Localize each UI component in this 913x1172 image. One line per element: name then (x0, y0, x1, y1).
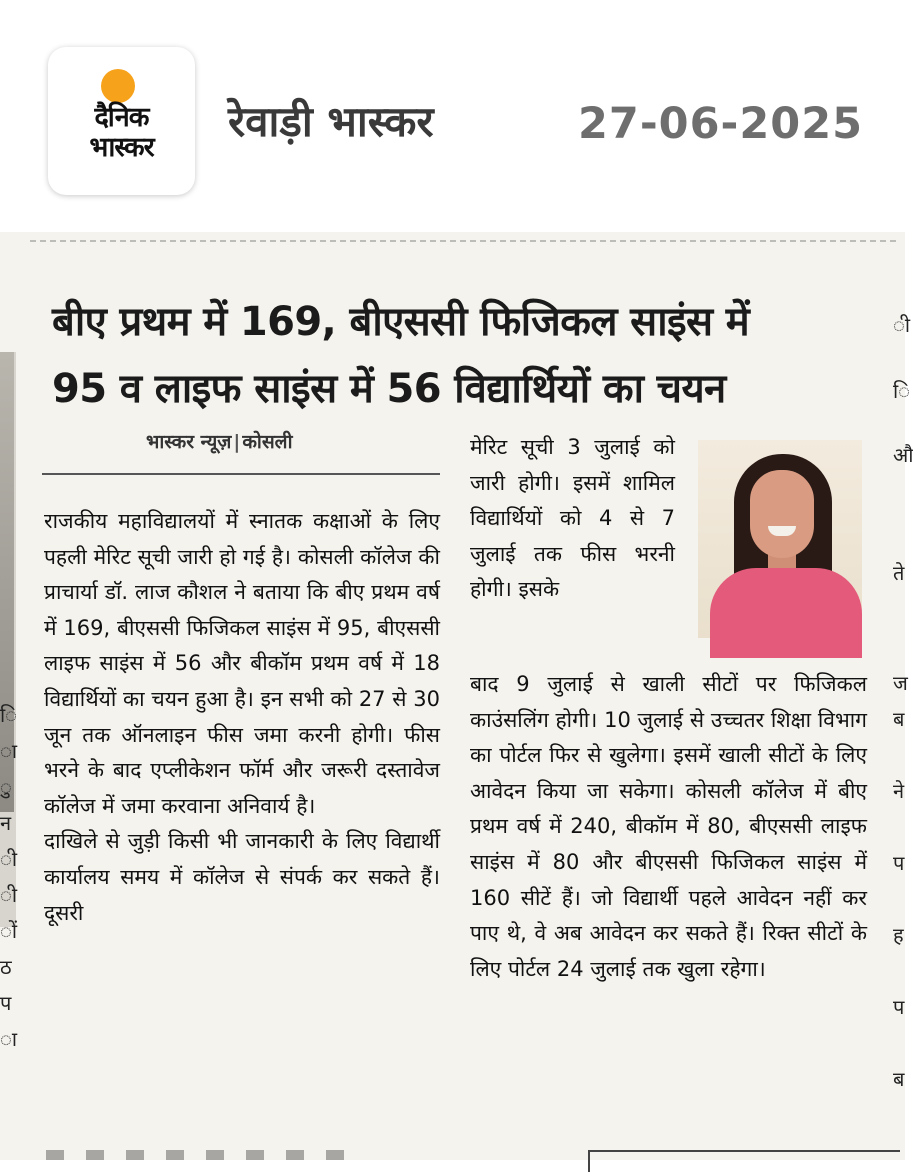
left-fragment: ों (0, 919, 18, 943)
byline-source: भास्कर न्यूज़ (146, 431, 232, 453)
paragraph: दाखिले से जुड़ी किसी भी जानकारी के लिए विद्यार्थी कार्यालय समय में कॉलेज से संपर्क कर सकते हैं। दूसरी (44, 829, 440, 925)
right-fragment: ब (893, 1067, 905, 1091)
left-fragment: ी (0, 883, 18, 907)
article-byline (146, 428, 293, 456)
logo-text-line2: भास्कर (89, 132, 154, 163)
byline-separator: | (233, 431, 241, 453)
article-column-2-bottom (470, 667, 867, 987)
next-article-box (588, 1150, 900, 1172)
right-fragment: ज (893, 671, 908, 695)
left-fragment: ा (0, 739, 18, 763)
article-headline-line2: 95 व लाइफ साइंस में 56 विद्यार्थियों का चयन (52, 366, 726, 412)
right-fragment: प (893, 851, 905, 875)
article-headline-line1: बीए प्रथम में 169, बीएससी फिजिकल साइंस में (52, 299, 750, 345)
right-fragment: ह (893, 923, 904, 947)
left-fragment: ी (0, 847, 18, 871)
logo-text-line1: दैनिक (94, 102, 149, 133)
left-fragment: ु (0, 775, 12, 799)
byline-place: कोसली (242, 431, 293, 453)
top-rule (30, 240, 900, 242)
principal-photo (698, 440, 862, 638)
edition-name: रेवाड़ी भास्कर (228, 97, 434, 146)
right-fragment: ब (893, 707, 905, 731)
next-article-fragment (46, 1150, 346, 1160)
left-fragment: प (0, 991, 12, 1015)
left-fragment: ठ (0, 955, 12, 979)
left-fragment: न (0, 811, 12, 835)
article-column-2-top (470, 430, 675, 608)
sun-icon (101, 69, 135, 103)
right-fragment: ि (893, 379, 911, 403)
right-fragment: ने (893, 779, 905, 803)
newspaper-clipping (0, 232, 913, 1160)
byline-rule (42, 473, 440, 475)
right-fragment: ते (893, 561, 905, 585)
edition-date: 27-06-2025 (578, 99, 864, 149)
paragraph: बाद 9 जुलाई से खाली सीटों पर फिजिकल काउंसलिंग होगी। 10 जुलाई से उच्चतर शिक्षा विभाग का पोर्टल फिर से खुलेगा। इसमें खाली सीटों के लिए आवेदन किया जा सकेगा। कोसली कॉलेज में बीए प्रथम वर्ष में 240, बीकॉम में 80, बीएससी लाइफ साइंस में 80 और बीएससी फिजिकल साइंस में 160 सीटें हैं। जो विद्यार्थी पहले आवेदन नहीं कर पाए थे, वे अब आवेदन कर सकते हैं। रिक्त सीटों के लिए पोर्टल 24 जुलाई तक खुला रहेगा। (470, 672, 867, 981)
right-fragment: औ (893, 443, 913, 467)
left-fragment: ि (0, 703, 18, 727)
paragraph: राजकीय महाविद्यालयों में स्नातक कक्षाओं के लिए पहली मेरिट सूची जारी हो गई है। कोसली कॉलेज की प्राचार्या डॉ. लाज कौशल ने बताया कि बीए प्रथम वर्ष में 169, बीएससी फिजिकल साइंस में 95, बीएससी लाइफ साइंस में 56 और बीकॉम प्रथम वर्ष में 18 विद्यार्थियों का चयन हुआ है। इन सभी को 27 से 30 जून तक ऑनलाइन फीस जमा करनी होगी। फीस भरने के बाद एप्लीकेशन फॉर्म और जरूरी दस्तावेज कॉलेज में जमा करवाना अनिवार्य है। (44, 509, 440, 818)
newspaper-logo[interactable] (48, 47, 195, 195)
paragraph: मेरिट सूची 3 जुलाई को जारी होगी। इसमें शामिल विद्यार्थियों को 4 से 7 जुलाई तक फीस भरनी होगी। इसके (470, 435, 675, 602)
app-header (0, 0, 905, 232)
right-fragment: ी (893, 313, 911, 337)
left-fragment: ा (0, 1027, 18, 1051)
right-fragment: प (893, 995, 905, 1019)
article-column-1 (44, 504, 440, 931)
